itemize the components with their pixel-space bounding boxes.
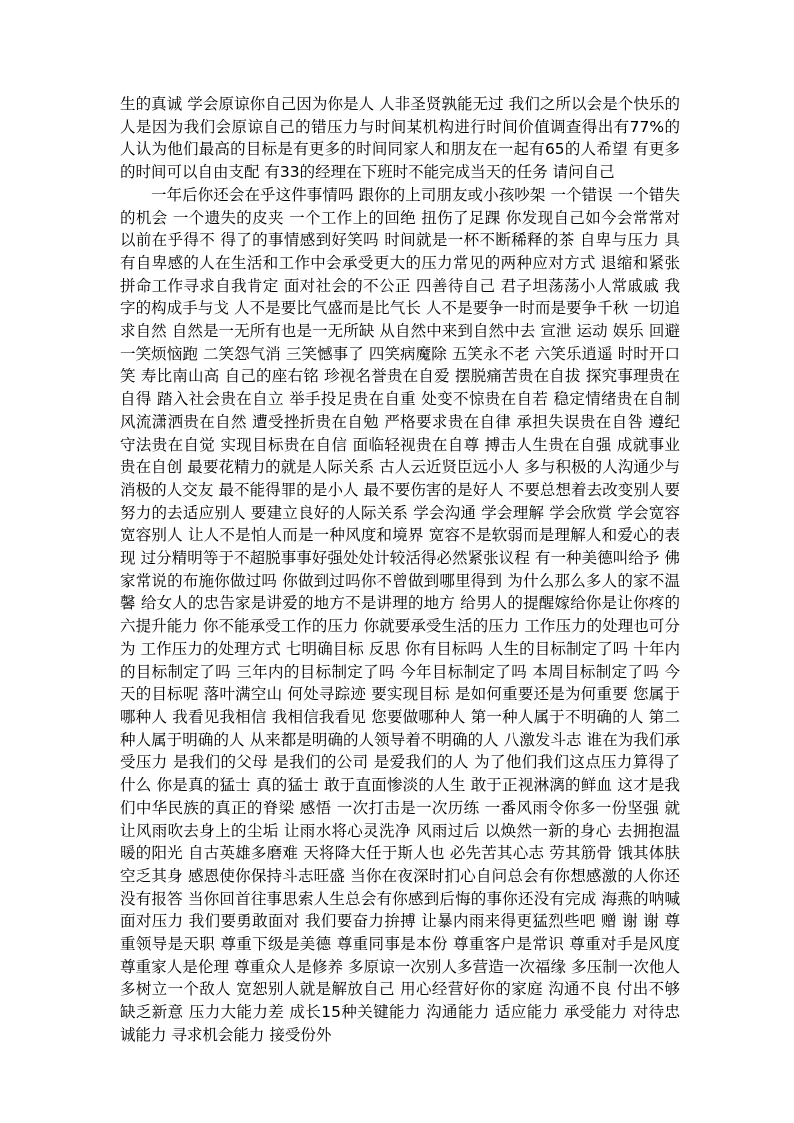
- paragraph-2: 一年后你还会在乎这件事情吗 跟你的上司朋友或小孩吵架 一个错误 一个错失的机会 一个遗失的皮夹 一个工作上的回绝 扭伤了足踝 你发现自己如今会常常对以前在乎得不 得了的事情感到好笑吗 时间就是一杯不断稀释的茶 自卑与压力 具有自卑感的人在生活和工作中会承受更大的压力常见的两种应对方式 退缩和紧张 拼命工作寻求自我肯定 面对社会的不公正 四善待自己 君子坦荡荡小人常戚戚 我字的构成手与戈 人不是要比气盛而是比气长 人不是要争一时而是要争千秋 一切追求自然 自然是一无所有也是一无所缺 从自然中来到自然中去 宣泄 运动 娱乐 回避 一笑烦恼跑 二笑怨气消 三笑憾事了 四笑病魔除 五笑永不老 六笑乐逍遥 时时开口笑 寿比南山高 自己的座右铭 珍视名誉贵在自爱 摆脱痛苦贵在自拔 探究事理贵在自得 踏入社会贵在自立 举手投足贵在自重 处变不惊贵在自若 稳定情绪贵在自制 风流潇洒贵在自然 遭受挫折贵在自勉 严格要求贵在自律 承担失误贵在自咎 遵纪守法贵在自觉 实现目标贵在自信 面临轻视贵在自尊 搏击人生贵在自强 成就事业贵在自创 最要花精力的就是人际关系 古人云近贤臣远小人 多与积极的人沟通少与消极的人交友 最不能得罪的是小人 最不要伤害的是好人 不要总想着去改变别人要努力的去适应别人 要建立良好的人际关系 学会沟通 学会理解 学会欣赏 学会宽容 宽容别人 让人不是怕人而是一种风度和境界 宽容不是软弱而是理解人和爱心的表现 过分精明等于不超脱事事好强处处计较活得必然紧张议程 有一种美德叫给予 佛家常说的布施你做过吗 你做到过吗你不曾做到哪里得到 为什么那么多人的家不温馨 给女人的忠告家是讲爱的地方不是讲理的地方 给男人的提醒嫁给你是让你疼的 六提升能力 你不能承受工作的压力 你就要承受生活的压力 工作压力的处理也可分为 工作压力的处理方式 七明确目标 反思 你有目标吗 人生的目标制定了吗 十年内的目标制定了吗 三年内的目标制定了吗 今年目标制定了吗 本周目标制定了吗 今天的目标呢 落叶满空山 何处寻踪迹 要实现目标 是如何重要还是为何重要 您属于哪种人 我看见我相信 我相信我看见 您要做哪种人 第一种人属于不明确的人 第二种人属于明确的人 从来都是明确的人领导着不明确的人 八激发斗志 谁在为我们承受压力 是我们的父母 是我们的公司 是爱我们的人 为了他们我们这点压力算得了什么 你是真的猛士 真的猛士 敢于直面惨淡的人生 敢于正视淋漓的鲜血 这才是我们中华民族的真正的脊梁 感悟 一次打击是一次历练 一番风雨令你多一份坚强 就让风雨吹去身上的尘垢 让雨水将心灵洗净 风雨过后 以焕然一新的身心 去拥抱温暖的阳光 自古英雄多磨难 天将降大任于斯人也 必先苦其心志 劳其筋骨 饿其体肤 空乏其身 感恩使你保持斗志旺盛 当你在夜深时扪心自问总会有你想感激的人你还没有报答 当你回首往事思索人生总会有你感到后悔的事你还没有完成 海燕的呐喊 面对压力 我们要勇敢面对 我们要奋力拚搏 让暴内雨来得更猛烈些吧 赠 谢 谢 尊重领导是天职 尊重下级是美德 尊重同事是本份 尊重客户是常识 尊重对手是风度 尊重家人是伦理 尊重众人是修养 多原谅一次别人多营造一次福缘 多压制一次他人多树立一个敌人 宽恕别人就是解放自己 用心经营好你的家庭 沟通不良 付出不够 缺乏新意 压力大能力差 成长15种关键能力 沟通能力 适应能力 承受能力 对待忠诚能力 寻求机会能力 接受份外: [120, 185, 680, 1044]
- document-page: [120, 93, 680, 1047]
- paragraph-1: 生的真诚 学会原谅你自己因为你是人 人非圣贤孰能无过 我们之所以会是个快乐的人是因为我们会原谅自己的错压力与时间某机构进行时间价值调查得出有77%的人认为他们最高的目标是有更多的时间同家人和朋友在一起有65的人希望 有更多的时间可以自由支配 有33的经理在下班时不能完成当天的任务 请问自己: [120, 95, 680, 182]
